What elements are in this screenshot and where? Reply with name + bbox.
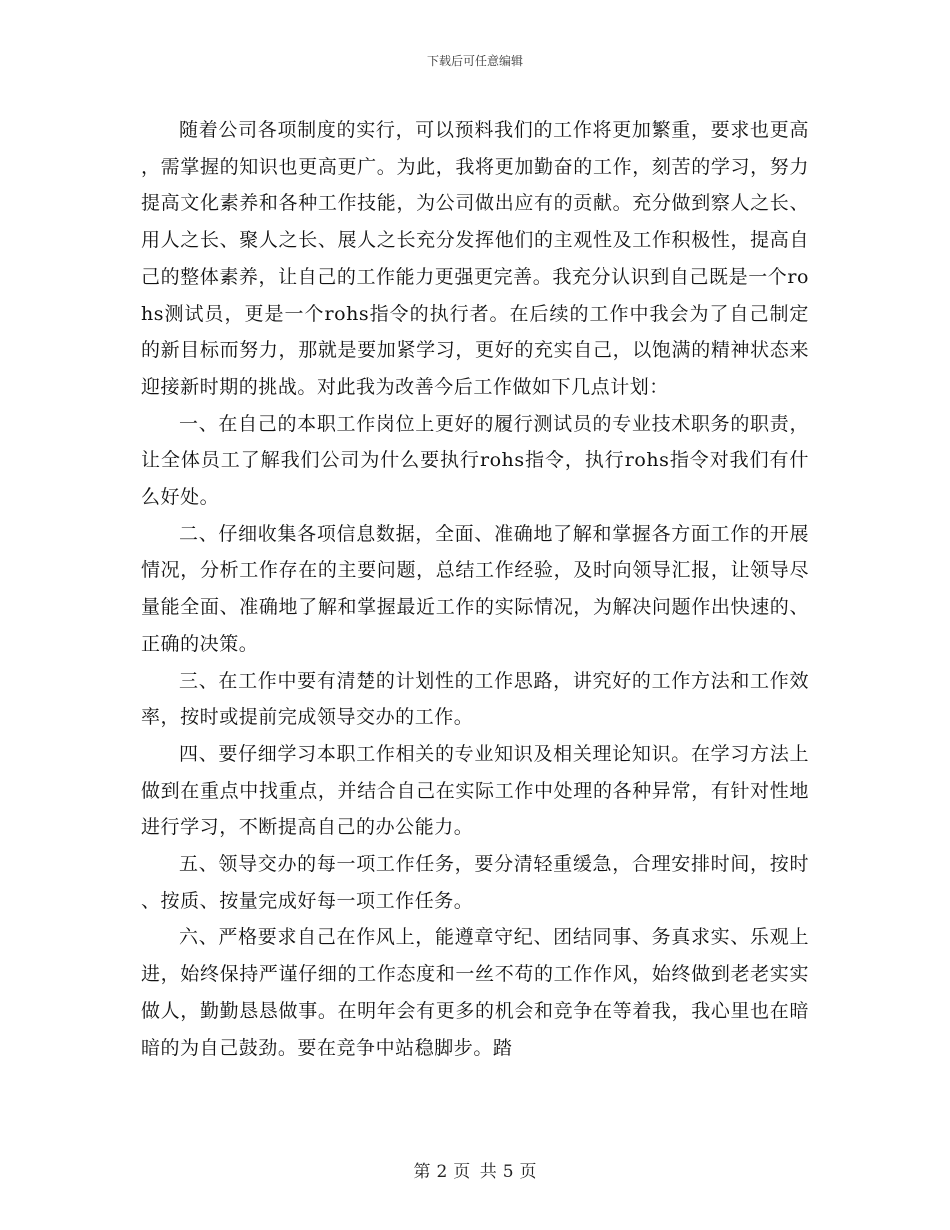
paragraph-item-6: 六、严格要求自己在作风上，能遵章守纪、团结同事、务真求实、乐观上进，始终保持严谨仔细的工作态度和一丝不苟的工作作风，始终做到老老实实做人，勤勤恳恳做事。在明年会有更多的机会和竞争在等着我，我心里也在暗暗的为自己鼓劲。要在竞争中站稳脚步。踏 [141, 926, 809, 1059]
paragraph-item-3: 三、在工作中要有清楚的计划性的工作思路，讲究好的工作方法和工作效率，按时或提前完成领导交办的工作。 [141, 669, 809, 729]
page-current: 2 [436, 1162, 448, 1182]
page-label-mid: 页 共 [453, 1162, 497, 1182]
paragraph-item-5: 五、领导交办的每一项工作任务，要分清轻重缓急，合理安排时间，按时、按质、按量完成好每一项工作任务。 [141, 853, 809, 912]
document-body [141, 112, 809, 1066]
page-header: 下载后可任意编辑 [426, 54, 523, 68]
paragraph-item-4: 四、要仔细学习本职工作相关的专业知识及相关理论知识。在学习方法上做到在重点中找重点，并结合自己在实际工作中处理的各种异常，有针对性地进行学习，不断提高自己的办公能力。 [141, 742, 809, 839]
paragraph-item-2: 二、仔细收集各项信息数据，全面、准确地了解和掌握各方面工作的开展情况，分析工作存在的主要问题，总结工作经验，及时向领导汇报，让领导尽量能全面、准确地了解和掌握最近工作的实际情况，为解决问题作出快速的、正确的决策。 [141, 522, 809, 655]
page-label-prefix: 第 [413, 1162, 431, 1182]
page-label-suffix: 页 [519, 1162, 537, 1182]
paragraph-intro: 随着公司各项制度的实行，可以预料我们的工作将更加繁重，要求也更高，需掌握的知识也更高更广。为此，我将更加勤奋的工作，刻苦的学习，努力提高文化素养和各种工作技能，为公司做出应有的贡献。充分做到察人之长、用人之长、聚人之长、展人之长充分发挥他们的主观性及工作积极性，提高自己的整体素养，让自己的工作能力更强更完善。我充分认识到自己既是一个rohs测试员，更是一个rohs指令的执行者。在后续的工作中我会为了自己制定的新目标而努力，那就是要加紧学习，更好的充实自己，以饱满的精神状态来迎接新时期的挑战。对此我为改善今后工作做如下几点计划： [141, 119, 809, 398]
page-footer [0, 1157, 950, 1182]
paragraph-item-1: 一、在自己的本职工作岗位上更好的履行测试员的专业技术职务的职责，让全体员工了解我们公司为什么要执行rohs指令，执行rohs指令对我们有什么好处。 [141, 412, 809, 509]
page-total: 5 [502, 1162, 514, 1182]
